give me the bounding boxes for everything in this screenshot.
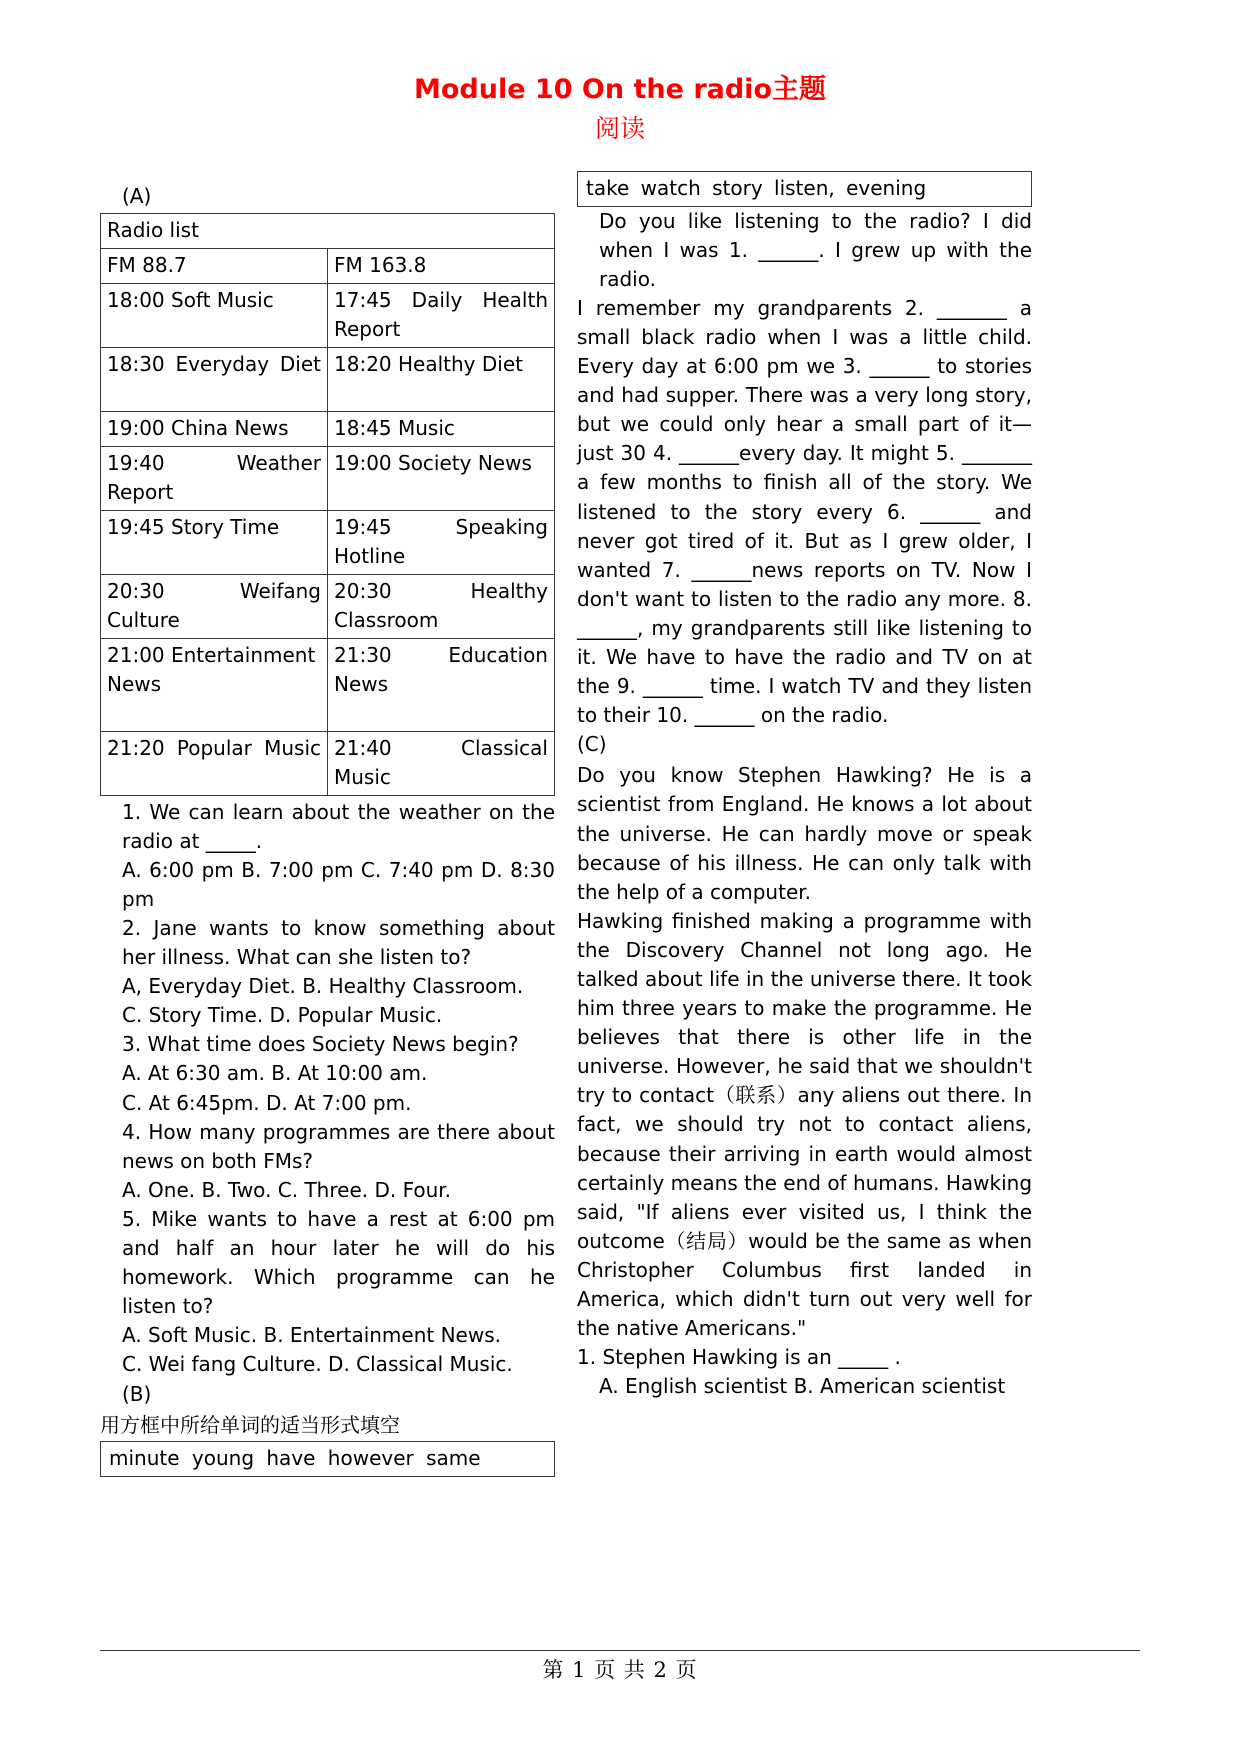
section-c-label: (C) bbox=[577, 732, 607, 757]
left-column bbox=[100, 160, 555, 1477]
table-row bbox=[101, 347, 555, 411]
table-cell: 21:00 Entertainment News bbox=[101, 638, 328, 731]
page-title-cn: 主题 bbox=[772, 74, 826, 105]
question-5-options-line1: A. Soft Music. B. Entertainment News. bbox=[122, 1323, 501, 1348]
table-row bbox=[101, 510, 555, 574]
page-footer bbox=[100, 1650, 1140, 1684]
section-b-label: (B) bbox=[122, 1381, 152, 1406]
footer-page-number: 第 1 页 共 2 页 bbox=[542, 1657, 698, 1682]
table-caption-cell: Radio list bbox=[101, 213, 555, 248]
question-2-options-line1: A, Everyday Diet. B. Healthy Classroom. bbox=[122, 974, 524, 999]
passage-b-word-bank: take watch story listen, evening bbox=[577, 171, 1032, 207]
passage-c-question-1-stem: 1. Stephen Hawking is an _____ . bbox=[577, 1345, 901, 1370]
table-row bbox=[101, 411, 555, 446]
table-cell: 21:20 Popular Music bbox=[101, 731, 328, 795]
question-5-options-line2: C. Wei fang Culture. D. Classical Music. bbox=[122, 1352, 513, 1377]
table-row bbox=[101, 731, 555, 795]
table-row bbox=[101, 446, 555, 510]
page-subtitle: 阅读 bbox=[594, 114, 645, 144]
table-cell: 19:00 Society News bbox=[328, 446, 555, 510]
passage-c-paragraph-2: Hawking finished making a programme with the Discovery Channel not long ago. He talked about life in the universe there. It took him three years to make the programme. He believes that there is other life in the universe. However, he said that we shouldn't try to contact（联系）any aliens out there. In fact, we should try not to contact aliens, because their arriving in earth would almost certainly means the end of humans. Hawking said, "If aliens ever visited us, I think the outcome（结局）would be the same as when Christopher Columbus first landed in America, which didn't turn out very well for the native Americans." bbox=[577, 908, 1033, 1341]
footer-divider bbox=[100, 1650, 1140, 1651]
table-header-fm887: FM 88.7 bbox=[101, 248, 328, 283]
passage-c-question-1-options: A. English scientist B. American scientist bbox=[599, 1374, 1006, 1399]
table-row bbox=[101, 248, 555, 283]
table-row bbox=[101, 283, 555, 347]
table-header-fm1638: FM 163.8 bbox=[328, 248, 555, 283]
table-cell: 20:30 Weifang Culture bbox=[101, 574, 328, 638]
table-cell: 18:00 Soft Music bbox=[101, 283, 328, 347]
question-4-stem: 4. How many programmes are there about news on both FMs? bbox=[122, 1119, 555, 1173]
table-cell: 21:40 Classical Music bbox=[328, 731, 555, 795]
question-1-options: A. 6:00 pm B. 7:00 pm C. 7:40 pm D. 8:30 pm bbox=[122, 857, 555, 911]
question-3-options-line2: C. At 6:45pm. D. At 7:00 pm. bbox=[122, 1090, 412, 1115]
radio-list-table bbox=[100, 213, 555, 796]
table-cell: 19:40 Weather Report bbox=[101, 446, 328, 510]
question-5-stem: 5. Mike wants to have a rest at 6:00 pm and half an hour later he will do his homework. Which programme can he listen to? bbox=[122, 1206, 555, 1319]
passage-b-paragraph-1: Do you like listening to the radio? I did when I was 1. ______. I grew up with the radio. bbox=[599, 208, 1032, 291]
table-cell: 21:30 Education News bbox=[328, 638, 555, 731]
section-a-label: (A) bbox=[122, 183, 152, 208]
table-cell: 18:20 Healthy Diet bbox=[328, 347, 555, 411]
table-row bbox=[101, 638, 555, 731]
passage-b-paragraph-2: I remember my grandparents 2. _______ a small black radio when I was a little child. Every day at 6:00 pm we 3. ______ to stories and had supper. There was a very long story, but we could only hear a small part of it—just 30 4. ______every day. It might 5. _______ a few months to finish all of the story. We listened to the story every 6. ______ and never got tired of it. But as I grew older, I wanted 7. ______news reports on TV. Now I don't want to listen to the radio any more. 8. ______, my grandparents still like listening to it. We have to have the radio and TV on at the 9. ______ time. I watch TV and they listen to their 10. ______ on the radio. bbox=[577, 295, 1032, 728]
two-column-body bbox=[100, 160, 1140, 1650]
table-cell: 18:30 Everyday Diet bbox=[101, 347, 328, 411]
question-2-options-line2: C. Story Time. D. Popular Music. bbox=[122, 1003, 443, 1028]
question-4-options: A. One. B. Two. C. Three. D. Four. bbox=[122, 1177, 452, 1202]
page-title-en: Module 10 On the radio bbox=[414, 74, 772, 105]
table-cell: 19:00 China News bbox=[101, 411, 328, 446]
right-column bbox=[577, 160, 1032, 1402]
page-title bbox=[100, 70, 1140, 109]
table-cell: 17:45 Daily Health Report bbox=[328, 283, 555, 347]
table-cell: 19:45 Story Time bbox=[101, 510, 328, 574]
question-3-options-line1: A. At 6:30 am. B. At 10:00 am. bbox=[122, 1061, 428, 1086]
section-b-instruction: 用方框中所给单词的适当形式填空 bbox=[100, 1412, 400, 1437]
question-3-stem: 3. What time does Society News begin? bbox=[122, 1032, 519, 1057]
question-2-stem: 2. Jane wants to know something about her illness. What can she listen to? bbox=[122, 916, 555, 970]
question-1-stem: 1. We can learn about the weather on the radio at _____. bbox=[122, 799, 555, 853]
table-row bbox=[101, 574, 555, 638]
table-row bbox=[101, 213, 555, 248]
section-b-word-bank: minute young have however same bbox=[100, 1441, 555, 1477]
table-cell: 18:45 Music bbox=[328, 411, 555, 446]
table-cell: 19:45 Speaking Hotline bbox=[328, 510, 555, 574]
table-cell: 20:30 Healthy Classroom bbox=[328, 574, 555, 638]
passage-c-paragraph-1: Do you know Stephen Hawking? He is a scientist from England. He knows a lot about the universe. He can hardly move or speak because of his illness. He can only talk with the help of a computer. bbox=[577, 763, 1032, 904]
